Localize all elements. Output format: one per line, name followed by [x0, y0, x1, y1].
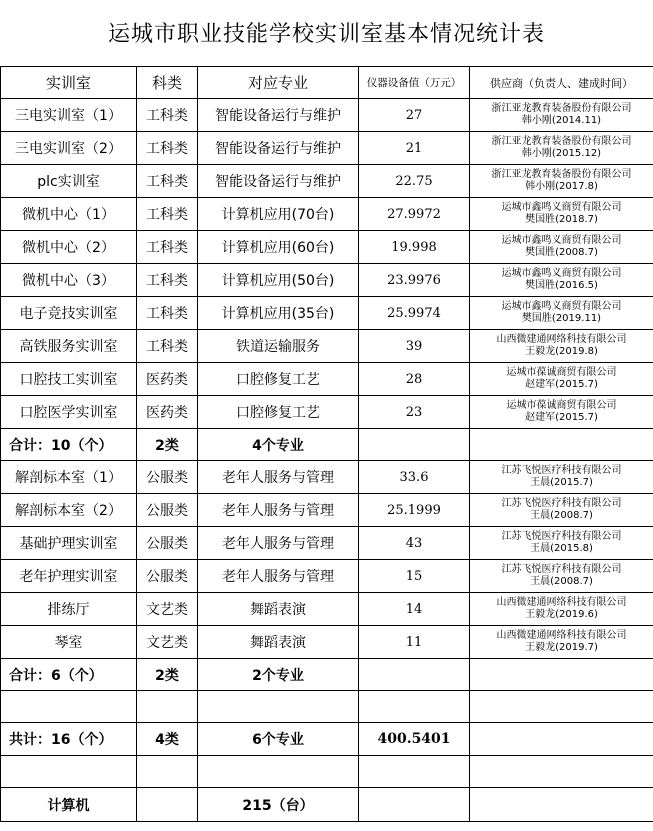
- table-row: [1, 198, 653, 231]
- room-cell: 微机中心（2）: [1, 231, 137, 264]
- supplier-name: 运城市鑫鸣义商贸有限公司: [501, 202, 622, 213]
- supplier-contact: 赵建军(2015.7): [525, 379, 598, 390]
- subtotal-value: [359, 429, 470, 461]
- table-row: [1, 264, 653, 297]
- major-cell: 老年人服务与管理: [198, 560, 359, 593]
- room-cell: 微机中心（3）: [1, 264, 137, 297]
- header-value: 仪器设备值（万元）: [359, 67, 470, 99]
- subtotal-value: 400.5401: [359, 723, 470, 756]
- supplier-contact: 韩小刚(2017.8): [525, 181, 598, 192]
- value-cell: 23.9976: [359, 264, 470, 297]
- major-cell: 计算机应用(50台): [198, 264, 359, 297]
- supplier-cell: [470, 560, 653, 593]
- supplier-contact: 王晨(2015.8): [530, 543, 593, 554]
- supplier-cell: [470, 461, 653, 494]
- supplier-name: 浙江亚龙教育装备股份有限公司: [491, 169, 632, 180]
- room-cell: 微机中心（1）: [1, 198, 137, 231]
- room-cell: plc实训室: [1, 165, 137, 198]
- value-cell: 25.9974: [359, 297, 470, 330]
- category-cell: 工科类: [137, 99, 198, 132]
- room-cell: 高铁服务实训室: [1, 330, 137, 363]
- table-row: [1, 231, 653, 264]
- header-row: [1, 67, 653, 99]
- table-row: [1, 527, 653, 560]
- supplier-contact: 韩小刚(2015.12): [521, 148, 602, 159]
- lab-statistics-table: [0, 66, 653, 822]
- supplier-cell: [470, 99, 653, 132]
- category-cell: 公服类: [137, 560, 198, 593]
- table-row: [1, 165, 653, 198]
- room-cell: 解剖标本室（2）: [1, 494, 137, 527]
- supplier-name: 山西微建通网络科技有限公司: [496, 597, 627, 608]
- category-cell: 工科类: [137, 165, 198, 198]
- table-row: [1, 330, 653, 363]
- supplier-name: 山西微建通网络科技有限公司: [496, 334, 627, 345]
- supplier-name: 山西微建通网络科技有限公司: [496, 630, 627, 641]
- table-row: [1, 396, 653, 429]
- subtotal-supplier: [470, 659, 653, 691]
- supplier-contact: 樊国胜(2018.7): [525, 214, 598, 225]
- major-cell: 智能设备运行与维护: [198, 165, 359, 198]
- category-cell: 工科类: [137, 264, 198, 297]
- major-cell: 舞蹈表演: [198, 626, 359, 659]
- subtotal-supplier: [470, 429, 653, 461]
- major-cell: 口腔修复工艺: [198, 363, 359, 396]
- value-cell: 11: [359, 626, 470, 659]
- computer-label: 计算机: [1, 788, 137, 822]
- computer-count-row: [1, 788, 653, 822]
- table-row: [1, 132, 653, 165]
- supplier-cell: [470, 297, 653, 330]
- supplier-name: 运城市葆诚商贸有限公司: [506, 367, 617, 378]
- value-cell: 27: [359, 99, 470, 132]
- subtotal-row: [1, 723, 653, 756]
- subtotal-label: 合计：6（个）: [1, 659, 137, 691]
- room-cell: 基础护理实训室: [1, 527, 137, 560]
- category-cell: 公服类: [137, 461, 198, 494]
- subtotal-category: 4类: [137, 723, 198, 756]
- value-cell: 14: [359, 593, 470, 626]
- category-cell: 工科类: [137, 297, 198, 330]
- value-cell: 28: [359, 363, 470, 396]
- header-category: 科类: [137, 67, 198, 99]
- category-cell: 公服类: [137, 494, 198, 527]
- supplier-contact: 王毅龙(2019.7): [525, 642, 598, 653]
- supplier-name: 运城市鑫鸣义商贸有限公司: [501, 268, 622, 279]
- room-cell: 口腔技工实训室: [1, 363, 137, 396]
- supplier-name: 江苏飞悦医疗科技有限公司: [501, 564, 622, 575]
- subtotal-label: 合计：10（个）: [1, 429, 137, 461]
- major-cell: 智能设备运行与维护: [198, 132, 359, 165]
- category-cell: 医药类: [137, 363, 198, 396]
- value-cell: 15: [359, 560, 470, 593]
- subtotal-major: 2个专业: [198, 659, 359, 691]
- major-cell: 铁道运输服务: [198, 330, 359, 363]
- computer-count: 215（台）: [198, 788, 359, 822]
- room-cell: 口腔医学实训室: [1, 396, 137, 429]
- supplier-contact: 王晨(2015.7): [530, 477, 593, 488]
- supplier-contact: 王晨(2008.7): [530, 576, 593, 587]
- header-major: 对应专业: [198, 67, 359, 99]
- supplier-cell: [470, 527, 653, 560]
- value-cell: 43: [359, 527, 470, 560]
- supplier-cell: [470, 494, 653, 527]
- room-cell: 老年护理实训室: [1, 560, 137, 593]
- subtotal-label: 共计：16（个）: [1, 723, 137, 756]
- supplier-cell: [470, 198, 653, 231]
- supplier-cell: [470, 626, 653, 659]
- value-cell: 19.998: [359, 231, 470, 264]
- table-row: [1, 461, 653, 494]
- major-cell: 计算机应用(60台): [198, 231, 359, 264]
- value-cell: 22.75: [359, 165, 470, 198]
- subtotal-value: [359, 659, 470, 691]
- room-cell: 三电实训室（1）: [1, 99, 137, 132]
- value-cell: 21: [359, 132, 470, 165]
- supplier-name: 浙江亚龙教育装备股份有限公司: [491, 136, 632, 147]
- major-cell: 计算机应用(70台): [198, 198, 359, 231]
- category-cell: 工科类: [137, 330, 198, 363]
- empty-row: [1, 691, 653, 723]
- header-room: 实训室: [1, 67, 137, 99]
- table-row: [1, 593, 653, 626]
- supplier-cell: [470, 165, 653, 198]
- category-cell: 工科类: [137, 231, 198, 264]
- subtotal-major: 6个专业: [198, 723, 359, 756]
- table-row: [1, 626, 653, 659]
- subtotal-category: 2类: [137, 659, 198, 691]
- supplier-cell: [470, 363, 653, 396]
- supplier-contact: 韩小刚(2014.11): [521, 115, 602, 126]
- supplier-contact: 王毅龙(2019.8): [525, 346, 598, 357]
- room-cell: 解剖标本室（1）: [1, 461, 137, 494]
- supplier-contact: 赵建军(2015.7): [525, 412, 598, 423]
- supplier-name: 江苏飞悦医疗科技有限公司: [501, 498, 622, 509]
- supplier-contact: 王晨(2008.7): [530, 510, 593, 521]
- supplier-contact: 樊国胜(2016.5): [525, 280, 598, 291]
- supplier-name: 运城市葆诚商贸有限公司: [506, 400, 617, 411]
- category-cell: 文艺类: [137, 626, 198, 659]
- table-row: [1, 363, 653, 396]
- supplier-cell: [470, 593, 653, 626]
- supplier-name: 江苏飞悦医疗科技有限公司: [501, 531, 622, 542]
- major-cell: 老年人服务与管理: [198, 527, 359, 560]
- supplier-cell: [470, 396, 653, 429]
- category-cell: 医药类: [137, 396, 198, 429]
- subtotal-row: [1, 659, 653, 691]
- major-cell: 计算机应用(35台): [198, 297, 359, 330]
- category-cell: 工科类: [137, 198, 198, 231]
- table-row: [1, 560, 653, 593]
- subtotal-major: 4个专业: [198, 429, 359, 461]
- supplier-name: 运城市鑫鸣义商贸有限公司: [501, 235, 622, 246]
- major-cell: 智能设备运行与维护: [198, 99, 359, 132]
- room-cell: 排练厅: [1, 593, 137, 626]
- value-cell: 23: [359, 396, 470, 429]
- supplier-contact: 樊国胜(2019.11): [521, 313, 602, 324]
- major-cell: 老年人服务与管理: [198, 494, 359, 527]
- subtotal-row: [1, 429, 653, 461]
- supplier-cell: [470, 231, 653, 264]
- major-cell: 口腔修复工艺: [198, 396, 359, 429]
- subtotal-supplier: [470, 723, 653, 756]
- value-cell: 39: [359, 330, 470, 363]
- category-cell: 公服类: [137, 527, 198, 560]
- supplier-contact: 王毅龙(2019.6): [525, 609, 598, 620]
- table-row: [1, 297, 653, 330]
- table-row: [1, 99, 653, 132]
- value-cell: 25.1999: [359, 494, 470, 527]
- supplier-cell: [470, 330, 653, 363]
- page-title: 运城市职业技能学校实训室基本情况统计表: [107, 22, 545, 47]
- supplier-contact: 樊国胜(2008.7): [525, 247, 598, 258]
- header-supplier: 供应商（负责人、建成时间）: [470, 67, 653, 99]
- category-cell: 工科类: [137, 132, 198, 165]
- supplier-cell: [470, 264, 653, 297]
- room-cell: 三电实训室（2）: [1, 132, 137, 165]
- major-cell: 舞蹈表演: [198, 593, 359, 626]
- room-cell: 琴室: [1, 626, 137, 659]
- room-cell: 电子竞技实训室: [1, 297, 137, 330]
- empty-row: [1, 756, 653, 788]
- supplier-name: 江苏飞悦医疗科技有限公司: [501, 465, 622, 476]
- supplier-name: 运城市鑫鸣义商贸有限公司: [501, 301, 622, 312]
- major-cell: 老年人服务与管理: [198, 461, 359, 494]
- supplier-name: 浙江亚龙教育装备股份有限公司: [491, 103, 632, 114]
- category-cell: 文艺类: [137, 593, 198, 626]
- value-cell: 33.6: [359, 461, 470, 494]
- value-cell: 27.9972: [359, 198, 470, 231]
- table-row: [1, 494, 653, 527]
- supplier-cell: [470, 132, 653, 165]
- subtotal-category: 2类: [137, 429, 198, 461]
